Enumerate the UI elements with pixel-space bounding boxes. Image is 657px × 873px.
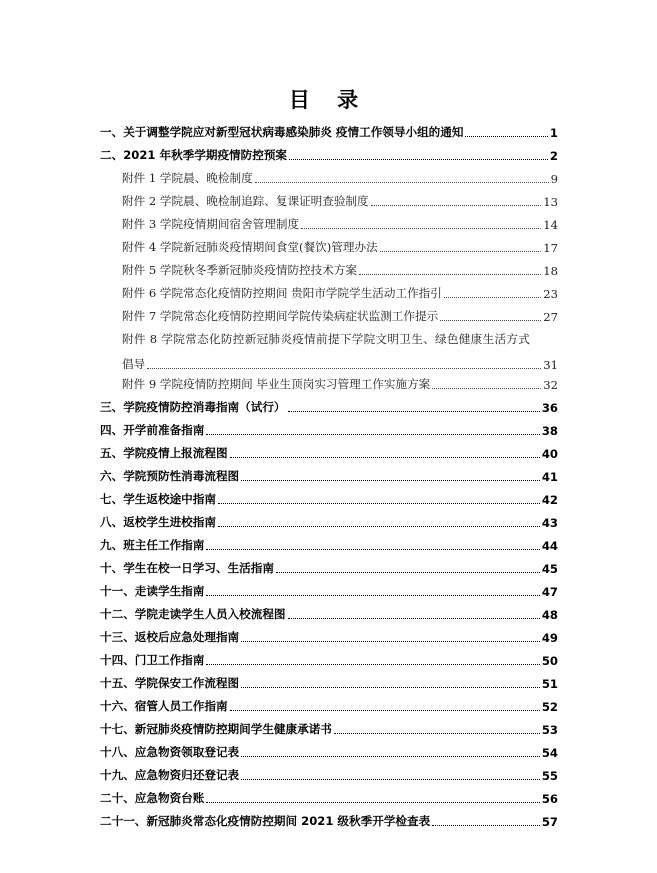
toc-entry-title: 附件 2 学院晨、晚检制追踪、复课证明查验制度: [122, 194, 369, 208]
dot-leader: [206, 664, 540, 665]
toc-page-number: 17: [543, 241, 558, 255]
dot-leader: [255, 182, 549, 183]
toc-entry-title: 十六、宿管人员工作指南: [100, 699, 228, 713]
toc-page-number: 56: [541, 792, 558, 806]
dot-leader: [288, 618, 540, 619]
toc-entry-title: 一、关于调整学院应对新型冠状病毒感染肺炎 疫情工作领导小组的通知: [100, 125, 464, 139]
toc-page-number: 36: [541, 401, 558, 415]
toc-entry-title: 附件 1 学院晨、晚检制度: [122, 171, 253, 185]
dot-leader: [465, 136, 547, 137]
toc-entry[interactable]: [100, 767, 558, 783]
dot-leader: [432, 825, 540, 826]
toc-entry[interactable]: [100, 744, 558, 760]
toc-entry-title: 八、返校学生进校指南: [100, 515, 216, 529]
toc-entry-title: 二十一、新冠肺炎常态化疫情防控期间 2021 级秋季开学检查表: [100, 814, 431, 828]
toc-entry-title-continued: 倡导: [122, 357, 146, 371]
toc-page-number: 54: [541, 746, 558, 760]
toc-entry[interactable]: [100, 239, 558, 255]
toc-entry-title: 十一、走读学生指南: [100, 584, 205, 598]
toc-page-number: 52: [541, 700, 558, 714]
dot-leader: [288, 411, 540, 412]
dot-leader: [218, 503, 540, 504]
toc-page-number: 23: [543, 287, 558, 301]
toc-entry-title: 十九、应急物资归还登记表: [100, 768, 240, 782]
toc-entry[interactable]: [100, 606, 558, 622]
toc-entry[interactable]: [100, 790, 558, 806]
dot-leader: [206, 595, 540, 596]
toc-page-number: 47: [541, 585, 558, 599]
toc-entry-title: 附件 7 学院常态化疫情防控期间学院传染病症状监测工作提示: [122, 309, 439, 323]
dot-leader: [371, 205, 542, 206]
toc-entry[interactable]: [100, 124, 558, 140]
toc-entry[interactable]: [100, 560, 558, 576]
toc-page-number: 43: [541, 516, 558, 530]
toc-page-number: 50: [541, 654, 558, 668]
toc-page-number: 42: [541, 493, 558, 507]
toc-entry[interactable]: [100, 583, 558, 599]
toc-entry-title: 十二、学院走读学生人员入校流程图: [100, 607, 286, 621]
toc-page-number: 1: [549, 126, 558, 140]
dot-leader: [380, 251, 542, 252]
toc-page-number: 41: [541, 470, 558, 484]
toc-page-number: 48: [541, 608, 558, 622]
toc-entry-title: 四、开学前准备指南: [100, 423, 205, 437]
toc-page-number: 40: [541, 447, 558, 461]
toc-entry-title: 附件 8 学院常态化防控新冠肺炎疫情前提下学院文明卫生、绿色健康生活方式: [122, 332, 531, 346]
toc-page-number: 14: [543, 218, 558, 232]
dot-leader: [230, 457, 540, 458]
toc-page-number: 32: [543, 378, 558, 392]
toc-entry-title: 十、学生在校一日学习、生活指南: [100, 561, 274, 575]
dot-leader: [444, 297, 541, 298]
toc-entry[interactable]: [100, 147, 558, 163]
dot-leader: [241, 480, 540, 481]
toc-entry[interactable]: [100, 445, 558, 461]
dot-leader: [241, 687, 540, 688]
toc-entry[interactable]: [100, 514, 558, 530]
toc-page-number: 55: [541, 769, 558, 783]
toc-page-number: 27: [543, 310, 558, 324]
dot-leader: [218, 526, 540, 527]
toc-entry-title: 七、学生返校途中指南: [100, 492, 216, 506]
toc-page-number: 38: [541, 424, 558, 438]
toc-entry[interactable]: [100, 262, 558, 278]
toc-page-number: 49: [541, 631, 558, 645]
toc-entry[interactable]: [100, 422, 558, 438]
dot-leader: [206, 549, 540, 550]
page-title: 目 录: [288, 88, 369, 112]
toc-entry-title: 附件 4 学院新冠肺炎疫情期间食堂(餐饮)管理办法: [122, 240, 378, 254]
toc-entry-title: 附件 9 学院疫情防控期间 毕业生顶岗实习管理工作实施方案: [122, 377, 431, 391]
toc-entry[interactable]: [100, 331, 558, 372]
dot-leader: [301, 228, 541, 229]
dot-leader: [334, 733, 540, 734]
toc-entry[interactable]: [100, 813, 558, 829]
toc-page-number: 57: [541, 815, 558, 829]
toc-entry[interactable]: [100, 675, 558, 691]
toc-page-number: 18: [543, 264, 558, 278]
toc-entry[interactable]: [100, 537, 558, 553]
toc-page-number: 9: [550, 172, 558, 186]
toc-entry[interactable]: [100, 468, 558, 484]
toc-entry-title: 二十、应急物资台账: [100, 791, 205, 805]
toc-entry-title: 六、学院预防性消毒流程图: [100, 469, 240, 483]
toc-entry[interactable]: [100, 170, 558, 186]
toc-entry-title: 附件 6 学院常态化疫情防控期间 贵阳市学院学生活动工作指引: [122, 286, 442, 300]
dot-leader: [147, 368, 541, 369]
toc-entry[interactable]: [100, 193, 558, 209]
dot-leader: [432, 388, 541, 389]
toc-entry-title: 附件 5 学院秋冬季新冠肺炎疫情防控技术方案: [122, 263, 358, 277]
toc-entry[interactable]: [100, 399, 558, 415]
dot-leader: [289, 159, 548, 160]
toc-page-number: 31: [543, 358, 558, 372]
toc-entry[interactable]: [100, 216, 558, 232]
toc-entry[interactable]: [100, 285, 558, 301]
dot-leader: [440, 320, 541, 321]
toc-page-number: 45: [541, 562, 558, 576]
toc-entry-title: 十八、应急物资领取登记表: [100, 745, 240, 759]
toc-entry[interactable]: [100, 629, 558, 645]
dot-leader: [276, 572, 540, 573]
toc-entry-title: 十四、门卫工作指南: [100, 653, 205, 667]
toc-page-number: 13: [543, 195, 558, 209]
toc-entry[interactable]: [100, 308, 558, 324]
toc-entry-title: 附件 3 学院疫情期间宿舍管理制度: [122, 217, 300, 231]
toc-page-number: 53: [541, 723, 558, 737]
dot-leader: [206, 802, 540, 803]
dot-leader: [359, 274, 541, 275]
toc-entry[interactable]: [100, 721, 558, 737]
toc-entry[interactable]: [100, 652, 558, 668]
toc-entry-title: 五、学院疫情上报流程图: [100, 446, 228, 460]
toc-page-number: 2: [549, 149, 558, 163]
toc-entry-title: 三、学院疫情防控消毒指南（试行）: [100, 400, 286, 414]
toc-entry-title: 二、2021 年秋季学期疫情防控预案: [100, 148, 288, 162]
dot-leader: [241, 641, 540, 642]
toc-entry[interactable]: [100, 698, 558, 714]
toc-page-number: 44: [541, 539, 558, 553]
toc-entry-title: 十七、新冠肺炎疫情防控期间学生健康承诺书: [100, 722, 332, 736]
toc-entry-title: 九、班主任工作指南: [100, 538, 205, 552]
dot-leader: [230, 710, 540, 711]
dot-leader: [241, 779, 540, 780]
toc-entry-title: 十三、返校后应急处理指南: [100, 630, 240, 644]
toc-page-number: 51: [541, 677, 558, 691]
dot-leader: [206, 434, 540, 435]
dot-leader: [241, 756, 540, 757]
toc-entry[interactable]: [100, 376, 558, 392]
toc-entry-title: 十五、学院保安工作流程图: [100, 676, 240, 690]
toc-entry[interactable]: [100, 491, 558, 507]
